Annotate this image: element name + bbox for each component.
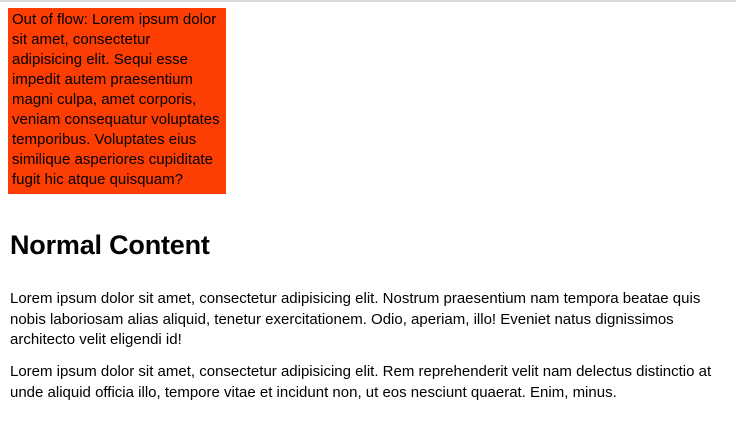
page-title: Normal Content (10, 230, 210, 260)
content-paragraph: Lorem ipsum dolor sit amet, consectetur adipisicing elit. Nostrum praesentium nam tempora beatae quis nobis laboriosam alias aliquid, tenetur exercitationem. Odio, aperiam, illo! Eveniet natus dignissimos architecto velit eligendi id! (10, 290, 701, 348)
content-paragraph: Lorem ipsum dolor sit amet, consectetur adipisicing elit. Rem reprehenderit velit nam delectus distinctio at unde aliquid officia illo, tempore vitae et incidunt non, ut eos nesciunt quaerat. Enim, minus. (10, 363, 712, 401)
out-of-flow-box: Out of flow: Lorem ipsum dolor sit amet, consectetur adipisicing elit. Sequi esse impedit autem praesentium magni culpa, amet corporis, veniam consequatur voluptates temporibus. Voluptates eius similique asperiores cupiditate fugit hic atque quisquam? (8, 8, 226, 194)
